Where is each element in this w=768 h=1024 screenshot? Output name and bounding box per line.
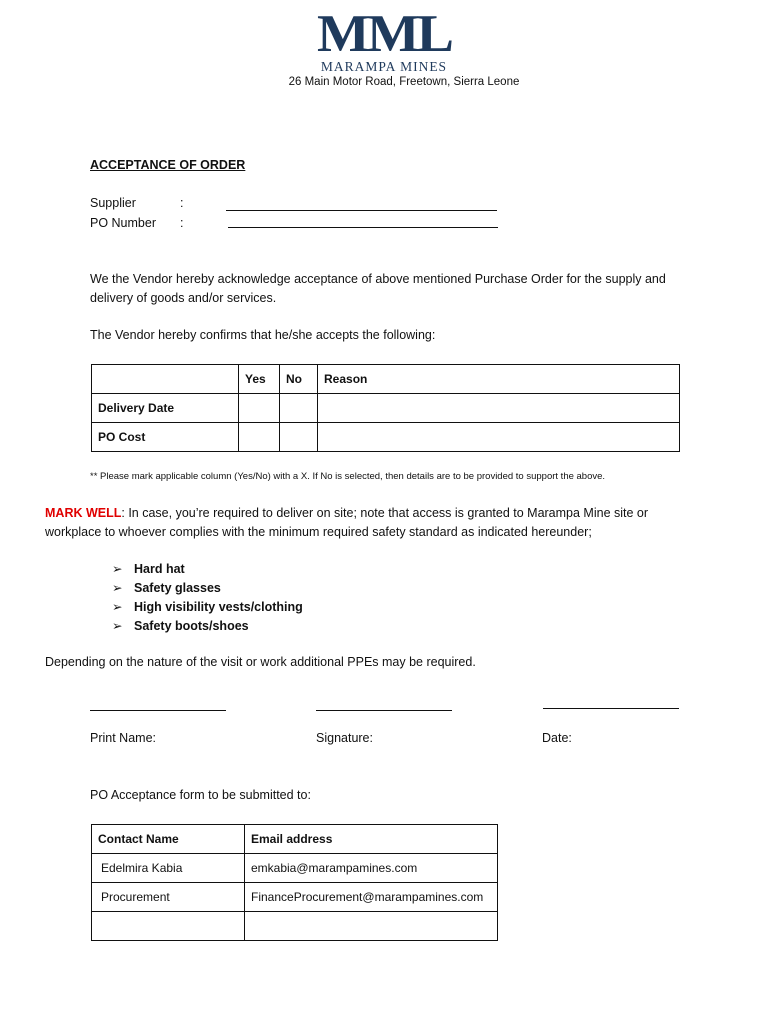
ppe-note: Depending on the nature of the visit or work additional PPEs may be required. <box>45 655 476 669</box>
ppe-item-label: Hard hat <box>134 562 185 576</box>
document-title: ACCEPTANCE OF ORDER <box>90 158 246 172</box>
signature-line[interactable] <box>316 710 452 711</box>
mark-well-text: : In case, you’re required to deliver on site; note that access is granted to Marampa Mine site or <box>121 506 649 520</box>
contact-name-cell: Procurement <box>92 883 245 912</box>
yes-cell[interactable] <box>239 394 280 423</box>
table-header-row <box>92 365 680 394</box>
arrow-bullet-icon: ➢ <box>112 581 123 595</box>
mark-well-label: MARK WELL <box>45 506 122 520</box>
supplier-label: Supplier <box>90 196 136 210</box>
header-cell-reason: Reason <box>318 365 680 394</box>
po-number-label: PO Number <box>90 216 156 230</box>
email-cell: emkabia@marampamines.com <box>245 854 498 883</box>
contact-name-cell <box>92 912 245 941</box>
table-row <box>92 394 680 423</box>
logo-letters: MML <box>316 4 452 64</box>
mark-well-line-1 <box>45 504 735 523</box>
arrow-bullet-icon: ➢ <box>112 562 123 576</box>
header-cell-no: No <box>280 365 318 394</box>
print-name-label: Print Name: <box>90 731 156 745</box>
reason-cell[interactable] <box>318 394 680 423</box>
print-name-line[interactable] <box>90 710 226 711</box>
logo-subtitle: MARAMPA MINES <box>320 59 448 74</box>
header-cell-blank <box>92 365 239 394</box>
acceptance-table <box>91 364 680 452</box>
po-number-field[interactable] <box>228 227 498 228</box>
company-logo <box>0 4 768 74</box>
list-item <box>112 561 303 580</box>
company-address: 26 Main Motor Road, Freetown, Sierra Leone <box>288 76 520 88</box>
submit-label: PO Acceptance form to be submitted to: <box>90 788 311 802</box>
header-cell-contact-name: Contact Name <box>92 825 245 854</box>
acknowledge-paragraph <box>90 270 710 308</box>
acknowledge-line-2: delivery of goods and/or services. <box>90 291 277 305</box>
ppe-item-label: Safety glasses <box>134 581 221 595</box>
table-row <box>92 912 498 941</box>
arrow-bullet-icon: ➢ <box>112 619 123 633</box>
confirm-paragraph: The Vendor hereby confirms that he/she accepts the following: <box>90 328 436 342</box>
mark-well-paragraph <box>45 504 735 542</box>
signature-label: Signature: <box>316 731 373 745</box>
po-number-colon: : <box>180 216 184 230</box>
arrow-bullet-icon: ➢ <box>112 600 123 614</box>
reason-cell[interactable] <box>318 423 680 452</box>
email-cell <box>245 912 498 941</box>
ppe-item-label: Safety boots/shoes <box>134 619 249 633</box>
date-label: Date: <box>542 731 572 745</box>
supplier-field[interactable] <box>226 210 497 211</box>
header-cell-yes: Yes <box>239 365 280 394</box>
list-item <box>112 618 303 637</box>
list-item <box>112 599 303 618</box>
mark-well-line-2: workplace to whoever complies with the minimum required safety standard as indicated hereunder; <box>45 525 592 539</box>
acknowledge-line-1: We the Vendor hereby acknowledge acceptance of above mentioned Purchase Order for the supply and <box>90 272 666 286</box>
date-line[interactable] <box>543 708 679 709</box>
row-label: Delivery Date <box>92 394 239 423</box>
table-row <box>92 883 498 912</box>
row-label: PO Cost <box>92 423 239 452</box>
ppe-item-label: High visibility vests/clothing <box>134 600 303 614</box>
header-cell-email: Email address <box>245 825 498 854</box>
table-header-row <box>92 825 498 854</box>
list-item <box>112 580 303 599</box>
yes-cell[interactable] <box>239 423 280 452</box>
contact-name-cell: Edelmira Kabia <box>92 854 245 883</box>
no-cell[interactable] <box>280 423 318 452</box>
supplier-colon: : <box>180 196 184 210</box>
instruction-note: ** Please mark applicable column (Yes/No) with a X. If No is selected, then details are to be provided to support the above. <box>90 471 606 482</box>
no-cell[interactable] <box>280 394 318 423</box>
email-cell: FinanceProcurement@marampamines.com <box>245 883 498 912</box>
table-row <box>92 423 680 452</box>
contact-table <box>91 824 498 941</box>
ppe-list <box>112 561 303 637</box>
table-row <box>92 854 498 883</box>
